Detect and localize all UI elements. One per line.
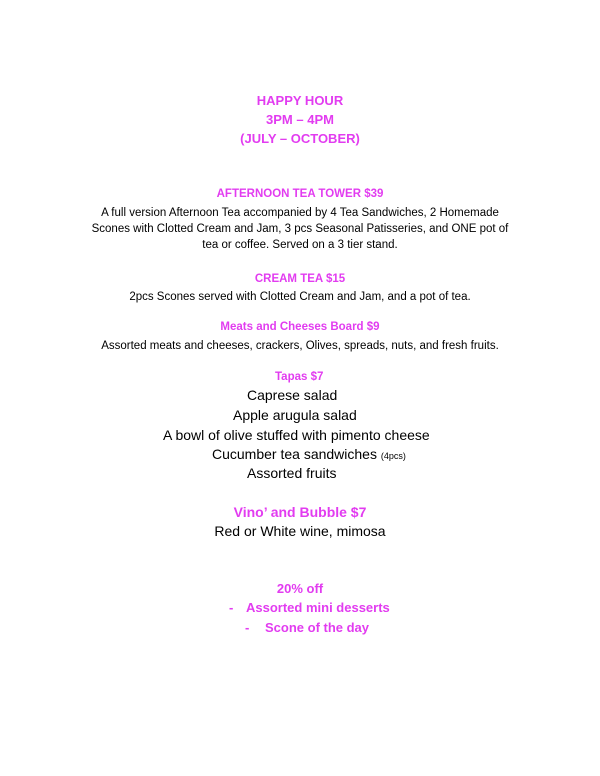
discount-item-scone: Scone of the day <box>265 620 370 635</box>
header-line-happy-hour: HAPPY HOUR <box>256 93 344 108</box>
tapas-item-olive-bowl: A bowl of olive stuffed with pimento cheese <box>163 427 430 443</box>
afternoon-tea-desc-line-2: Scones with Clotted Cream and Jam, 3 pcs Seasonal Patisseries, and ONE pot of <box>91 223 509 235</box>
tapas-item-caprese: Caprese salad <box>247 387 338 403</box>
discount-item-desserts: Assorted mini desserts <box>246 600 390 615</box>
tapas-title: Tapas $7 <box>275 371 324 383</box>
discount-dash-2: - <box>245 620 250 635</box>
tapas-item-cucumber <box>212 446 406 462</box>
afternoon-tea-desc-line-1: A full version Afternoon Tea accompanied by 4 Tea Sandwiches, 2 Homemade <box>101 207 499 219</box>
tapas-item-cucumber-label: Cucumber tea sandwiches <box>212 446 377 462</box>
afternoon-tea-title: AFTERNOON TEA TOWER $39 <box>216 188 384 200</box>
meats-board-title: Meats and Cheeses Board $9 <box>220 321 380 333</box>
vino-desc: Red or White wine, mimosa <box>214 523 386 539</box>
discount-title: 20% off <box>276 581 324 596</box>
header-line-time: 3PM – 4PM <box>266 112 334 127</box>
meats-board-desc: Assorted meats and cheeses, crackers, Olives, spreads, nuts, and fresh fruits. <box>101 340 499 352</box>
afternoon-tea-desc-line-3: tea or coffee. Served on a 3 tier stand. <box>202 239 398 251</box>
discount-dash-1: - <box>229 600 234 615</box>
cream-tea-desc: 2pcs Scones served with Clotted Cream and Jam, and a pot of tea. <box>129 291 471 303</box>
tapas-item-apple-arugula: Apple arugula salad <box>233 407 357 423</box>
header-line-months: (JULY – OCTOBER) <box>240 131 360 146</box>
tapas-item-fruits: Assorted fruits <box>247 465 337 481</box>
cream-tea-title: CREAM TEA $15 <box>254 273 346 285</box>
tapas-item-cucumber-note: (4pcs) <box>380 451 406 461</box>
vino-title: Vino’ and Bubble $7 <box>233 504 367 520</box>
